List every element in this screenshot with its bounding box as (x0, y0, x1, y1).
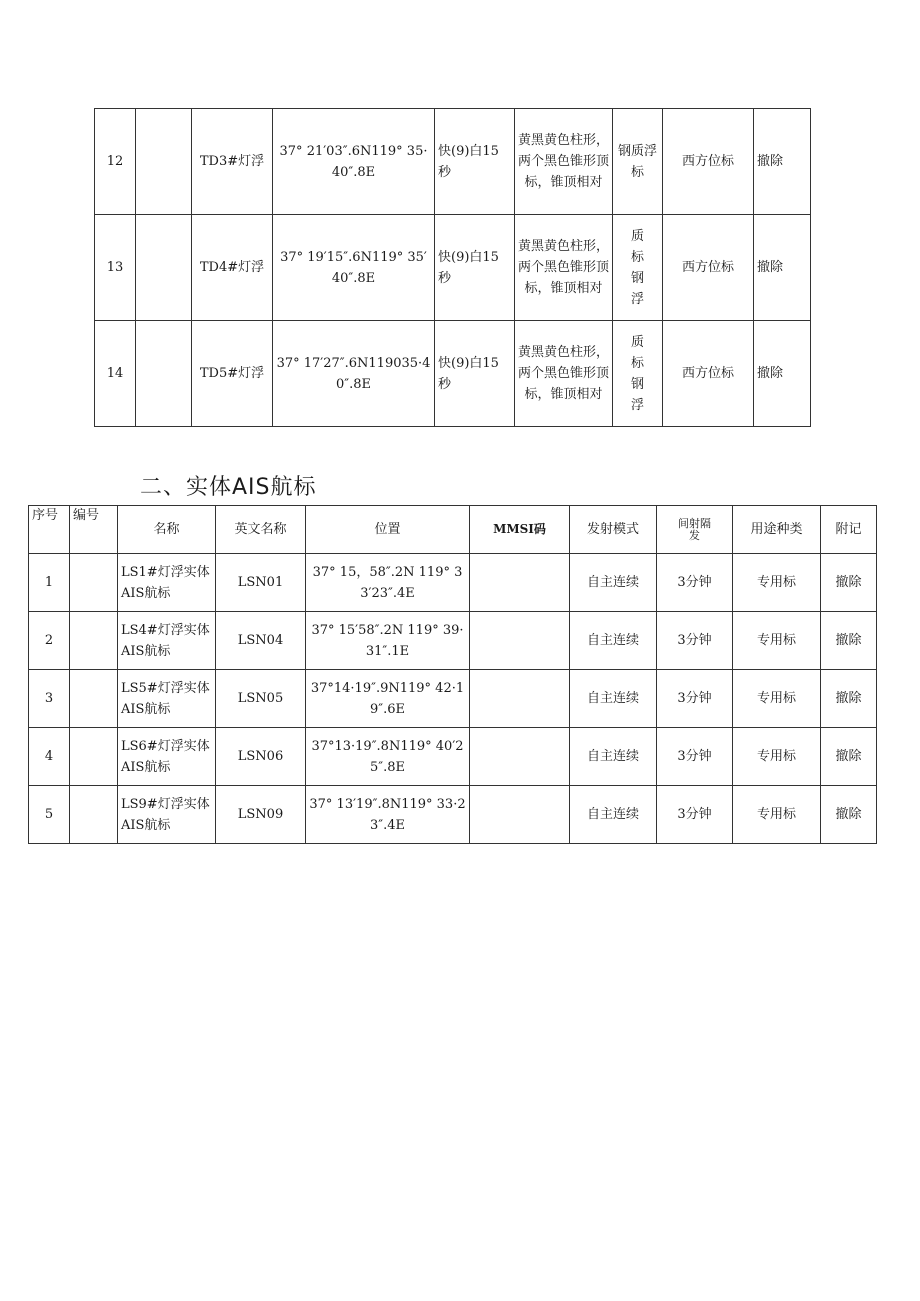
row-position: 37°14·19″.9N119° 42·19″.6E (306, 670, 470, 728)
row-num (70, 612, 118, 670)
row-description: 黄黑黄色柱形，两个黑色锥形顶标，锥顶相对 (515, 215, 613, 321)
row-interval: 3分钟 (657, 786, 733, 844)
row-material: 钢质浮标 (613, 109, 663, 215)
row-mode: 自主连续 (570, 728, 657, 786)
row-en-name: LSN09 (216, 786, 306, 844)
row-position: 37° 15′58″.2N 119° 39·31″.1E (306, 612, 470, 670)
table-row (29, 728, 877, 786)
header-en-name: 英文名称 (216, 506, 306, 554)
row-interval: 3分钟 (657, 728, 733, 786)
row-note: 撤除 (754, 321, 811, 427)
row-mmsi (470, 612, 570, 670)
row-num (70, 554, 118, 612)
row-name: TD3#灯浮 (192, 109, 273, 215)
row-seq: 12 (95, 109, 136, 215)
row-en-name: LSN06 (216, 728, 306, 786)
row-description: 黄黑黄色柱形，两个黑色锥形顶标，锥顶相对 (515, 321, 613, 427)
row-position: 37° 13′19″.8N119° 33·23″.4E (306, 786, 470, 844)
row-seq: 13 (95, 215, 136, 321)
header-usage: 用途种类 (733, 506, 821, 554)
row-mmsi (470, 786, 570, 844)
header-position: 位置 (306, 506, 470, 554)
row-name: LS4#灯浮实体AIS航标 (118, 612, 216, 670)
row-position: 37° 17′27″.6N119035·40″.8E (273, 321, 435, 427)
row-usage: 专用标 (733, 728, 821, 786)
row-note: 撤除 (821, 670, 877, 728)
buoy-table-body (95, 109, 811, 427)
row-description: 黄黑黄色柱形，两个黑色锥形顶标，锥顶相对 (515, 109, 613, 215)
row-note: 撤除 (821, 786, 877, 844)
header-note: 附记 (821, 506, 877, 554)
row-light: 快(9)白15秒 (435, 321, 515, 427)
row-position: 37° 21′03″.6N119° 35·40″.8E (273, 109, 435, 215)
row-light: 快(9)白15秒 (435, 215, 515, 321)
buoy-table (94, 108, 811, 427)
row-en-name: LSN04 (216, 612, 306, 670)
row-position: 37° 19′15″.6N119° 35′40″.8E (273, 215, 435, 321)
row-note: 撤除 (754, 109, 811, 215)
row-note: 撤除 (821, 612, 877, 670)
row-num (70, 728, 118, 786)
table-row (29, 554, 877, 612)
header-mode: 发射模式 (570, 506, 657, 554)
header-interval: 间射隔发 (657, 506, 733, 554)
row-num (136, 215, 192, 321)
row-num (136, 109, 192, 215)
table-row (95, 215, 811, 321)
row-material: 质标钢浮 (613, 321, 663, 427)
row-mode: 自主连续 (570, 554, 657, 612)
row-mode: 自主连续 (570, 612, 657, 670)
row-name: LS6#灯浮实体AIS航标 (118, 728, 216, 786)
row-material: 质标钢浮 (613, 215, 663, 321)
row-num (136, 321, 192, 427)
row-seq: 1 (29, 554, 70, 612)
row-num (70, 786, 118, 844)
row-name: LS9#灯浮实体AIS航标 (118, 786, 216, 844)
row-usage: 专用标 (733, 786, 821, 844)
row-seq: 4 (29, 728, 70, 786)
row-note: 撤除 (821, 728, 877, 786)
row-note: 撤除 (754, 215, 811, 321)
row-seq: 3 (29, 670, 70, 728)
row-mode: 自主连续 (570, 670, 657, 728)
ais-table (28, 505, 877, 844)
header-mmsi: MMSI码 (470, 506, 570, 554)
row-mode: 自主连续 (570, 786, 657, 844)
row-position: 37° 15，58″.2N 119° 33′23″.4E (306, 554, 470, 612)
row-seq: 14 (95, 321, 136, 427)
row-type: 西方位标 (663, 321, 754, 427)
table-row (29, 612, 877, 670)
section-heading: 二、实体AIS航标 (140, 475, 317, 500)
row-mmsi (470, 554, 570, 612)
row-usage: 专用标 (733, 612, 821, 670)
table-row (95, 109, 811, 215)
row-type: 西方位标 (663, 215, 754, 321)
row-seq: 5 (29, 786, 70, 844)
row-name: LS1#灯浮实体AIS航标 (118, 554, 216, 612)
row-position: 37°13·19″.8N119° 40′25″.8E (306, 728, 470, 786)
row-usage: 专用标 (733, 670, 821, 728)
row-note: 撤除 (821, 554, 877, 612)
row-type: 西方位标 (663, 109, 754, 215)
row-mmsi (470, 728, 570, 786)
row-interval: 3分钟 (657, 612, 733, 670)
row-interval: 3分钟 (657, 670, 733, 728)
row-name: LS5#灯浮实体AIS航标 (118, 670, 216, 728)
row-en-name: LSN01 (216, 554, 306, 612)
table-row (29, 670, 877, 728)
header-num: 编号 (70, 506, 118, 554)
ais-table-body (29, 506, 877, 844)
header-name: 名称 (118, 506, 216, 554)
row-num (70, 670, 118, 728)
row-mmsi (470, 670, 570, 728)
header-seq: 序号 (29, 506, 70, 554)
row-name: TD4#灯浮 (192, 215, 273, 321)
table-row (95, 321, 811, 427)
row-usage: 专用标 (733, 554, 821, 612)
row-interval: 3分钟 (657, 554, 733, 612)
row-en-name: LSN05 (216, 670, 306, 728)
row-seq: 2 (29, 612, 70, 670)
table-header-row (29, 506, 877, 554)
row-name: TD5#灯浮 (192, 321, 273, 427)
row-light: 快(9)白15秒 (435, 109, 515, 215)
table-row (29, 786, 877, 844)
